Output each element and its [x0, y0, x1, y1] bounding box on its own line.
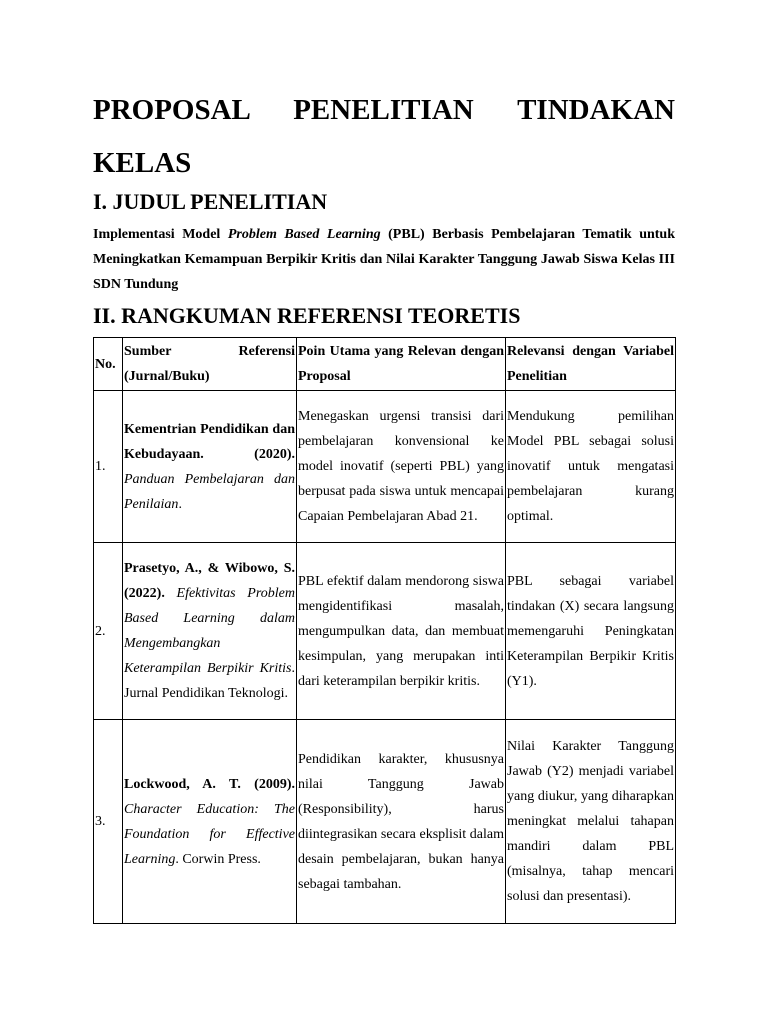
header-relevance: Relevansi dengan Variabel Penelitian — [506, 338, 676, 391]
table-header-row — [94, 338, 676, 391]
table-row — [94, 543, 676, 720]
section-heading-referensi: II. RANGKUMAN REFERENSI TEORETIS — [93, 303, 521, 328]
reference-publisher: . Jurnal Pendidikan Teknologi. — [124, 661, 295, 701]
section-heading-judul: I. JUDUL PENELITIAN — [93, 189, 328, 214]
research-title-text — [93, 222, 675, 297]
row-main-point: PBL efektif dalam mendorong siswa mengidentifikasi masalah, mengumpulkan data, dan membuat kesimpulan, yang merupakan inti dari keterampilan berpikir kritis. — [297, 543, 506, 720]
reference-title: Panduan Pembelajaran dan Penilaian — [124, 471, 295, 512]
reference-title: Efektivitas Problem Based Learning dalam Mengembangkan Keterampilan Berpikir Kritis — [124, 586, 295, 676]
table-row — [94, 391, 676, 543]
row-main-point: Menegaskan urgensi transisi dari pembelajaran konvensional ke model inovatif (seperti PBL) yang berpusat pada siswa untuk mencapai Capaian Pembelajaran Abad 21. — [297, 391, 506, 543]
row-relevance: Nilai Karakter Tanggung Jawab (Y2) menjadi variabel yang diukur, yang diharapkan meningkat melalui tahapan mandiri dalam PBL (misalnya, tahap mencari solusi dan presentasi). — [506, 720, 676, 924]
reference-author: Prasetyo, A., & Wibowo, S. (2022). — [124, 561, 295, 601]
reference-publisher: . — [178, 496, 182, 512]
header-source: Sumber Referensi (Jurnal/Buku) — [123, 338, 297, 391]
header-main-point: Poin Utama yang Relevan dengan Proposal — [297, 338, 506, 391]
row-reference — [123, 391, 297, 543]
header-no: No. — [94, 338, 123, 391]
row-no: 1. — [94, 391, 123, 543]
row-reference — [123, 543, 297, 720]
document-title: PROPOSAL PENELITIAN TINDAKAN KELAS — [93, 94, 675, 179]
row-reference — [123, 720, 297, 924]
row-relevance: Mendukung pemilihan Model PBL sebagai solusi inovatif untuk mengatasi pembelajaran kurang optimal. — [506, 391, 676, 543]
row-main-point: Pendidikan karakter, khususnya nilai Tanggung Jawab (Responsibility), harus diintegrasikan secara eksplisit dalam desain pembelajaran, bukan hanya sebagai tambahan. — [297, 720, 506, 924]
reference-table — [93, 337, 676, 924]
research-title-part1: Implementasi Model — [93, 227, 228, 242]
row-no: 3. — [94, 720, 123, 924]
research-title-italic: Problem Based Learning — [227, 227, 381, 242]
reference-author: Kementrian Pendidikan dan Kebudayaan. (2020). — [124, 421, 295, 462]
research-title-part2: (PBL) Berbasis Pembelajaran Tematik untuk Meningkatkan Kemampuan Berpikir Kritis dan Nilai Karakter Tanggung Jawab Siswa Kelas III SDN Tundung — [93, 227, 675, 292]
reference-publisher: . Corwin Press. — [175, 851, 261, 867]
table-row — [94, 720, 676, 924]
reference-title: Character Education: The Foundation for Effective Learning — [124, 801, 295, 867]
row-no: 2. — [94, 543, 123, 720]
row-relevance: PBL sebagai variabel tindakan (X) secara langsung memengaruhi Peningkatan Keterampilan Berpikir Kritis (Y1). — [506, 543, 676, 720]
reference-author: Lockwood, A. T. (2009). — [124, 776, 295, 792]
